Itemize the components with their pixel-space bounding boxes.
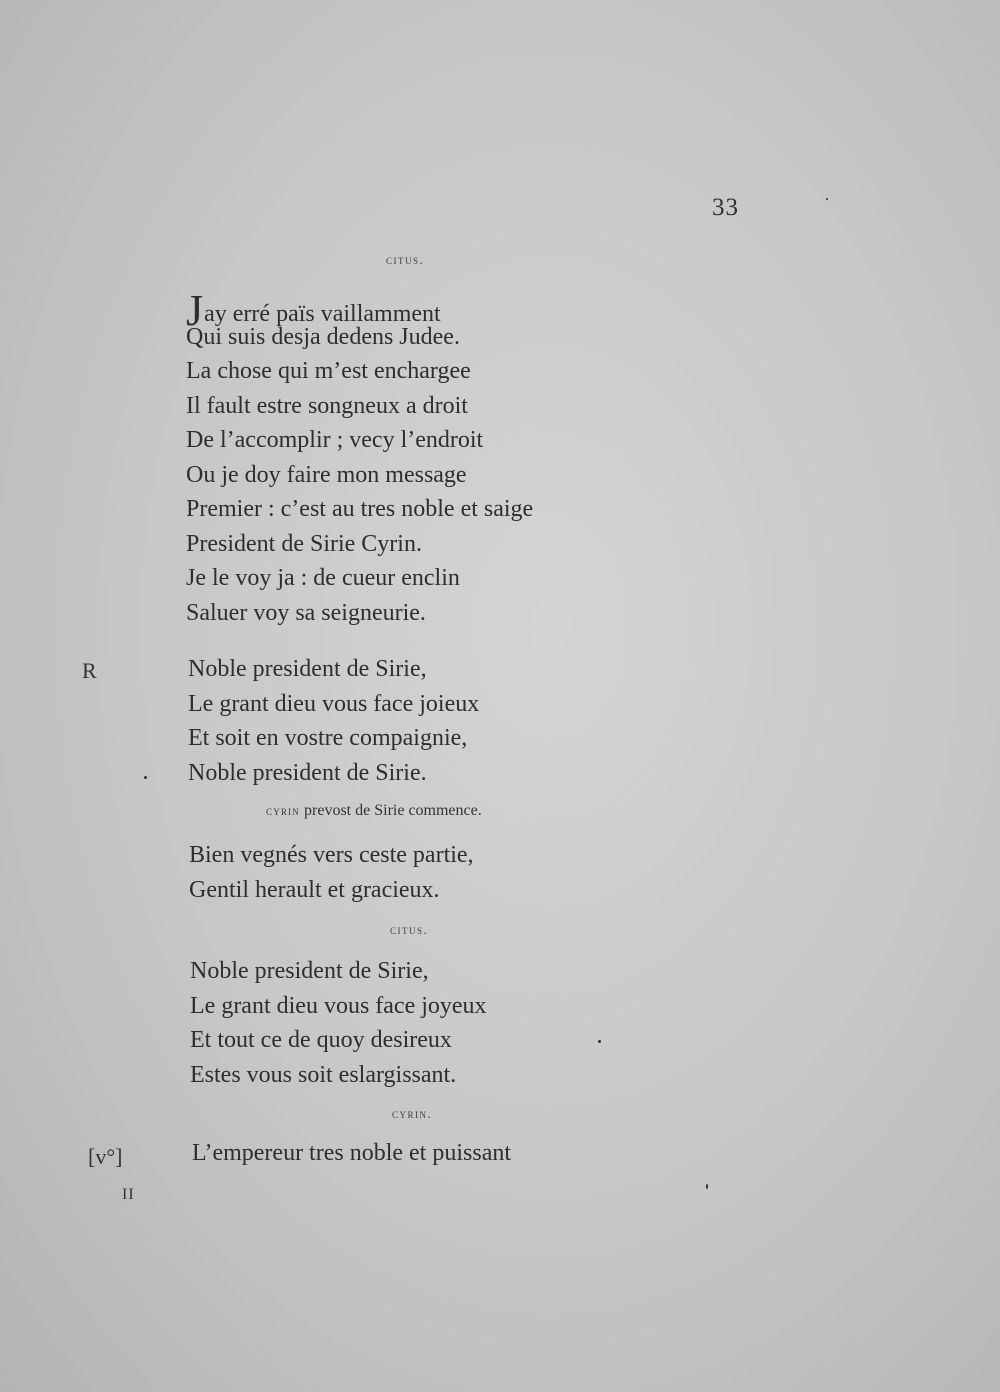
verse-block <box>192 1136 511 1171</box>
paper-speck <box>144 776 147 779</box>
speaker-label: citus. <box>390 922 429 937</box>
verse-line: Ou je doy faire mon message <box>186 461 467 488</box>
speaker-label: cyrin. <box>392 1106 433 1121</box>
speaker-label: citus. <box>386 252 425 267</box>
verse-line: Il fault estre songneux a droit <box>186 392 468 419</box>
verse-line: Et tout ce de quoy desireux <box>190 1027 452 1053</box>
paper-speck <box>706 1184 708 1189</box>
verse-line: Saluer voy sa seigneurie. <box>186 599 426 626</box>
verse-line: Et soit en vostre compaignie, <box>188 725 468 751</box>
verse-line: Gentil herault et gracieux. <box>189 876 440 903</box>
verse-line: Qui suis desja dedens Judee. <box>186 323 460 350</box>
verse-line: Noble president de Sirie, <box>188 656 427 682</box>
verse-block <box>190 954 487 1092</box>
paper-speck <box>826 198 828 200</box>
verse-line: Noble president de Sirie. <box>188 759 427 786</box>
verse-line: L’empereur tres noble et puissant <box>192 1140 512 1166</box>
page-number: 33 <box>712 194 739 221</box>
speaker-name: cyrin <box>266 803 301 818</box>
verse-line: Le grant dieu vous face joieux <box>188 690 480 717</box>
verse-block <box>186 285 533 630</box>
verse-line: Jay erré païs vaillamment <box>186 286 441 335</box>
paper-speck <box>598 1040 601 1043</box>
verse-line: Noble president de Sirie, <box>190 958 429 984</box>
verse-block <box>189 838 474 907</box>
verse-block <box>188 652 479 790</box>
stage-direction-text: prevost de Sirie commence. <box>304 802 482 819</box>
verse-line: Bien vegnés vers ceste partie, <box>189 842 474 868</box>
speaker-stage-direction <box>266 802 482 820</box>
margin-mark-verso: [v°] <box>88 1144 123 1169</box>
verse-line: Je le voy ja : de cueur enclin <box>186 565 460 591</box>
signature-mark: II <box>122 1186 135 1203</box>
margin-mark-rondeau: R <box>82 658 97 683</box>
verse-line: La chose qui m’est enchargee <box>186 358 471 384</box>
drop-cap: J <box>186 286 204 335</box>
verse-line: Estes vous soit eslargissant. <box>190 1061 457 1088</box>
verse-line: Le grant dieu vous face joyeux <box>190 992 487 1019</box>
verse-line: President de Sirie Cyrin. <box>186 530 422 557</box>
verse-line: De l’accomplir ; vecy l’endroit <box>186 427 484 453</box>
verse-line: Premier : c’est au tres noble et saige <box>186 496 534 522</box>
